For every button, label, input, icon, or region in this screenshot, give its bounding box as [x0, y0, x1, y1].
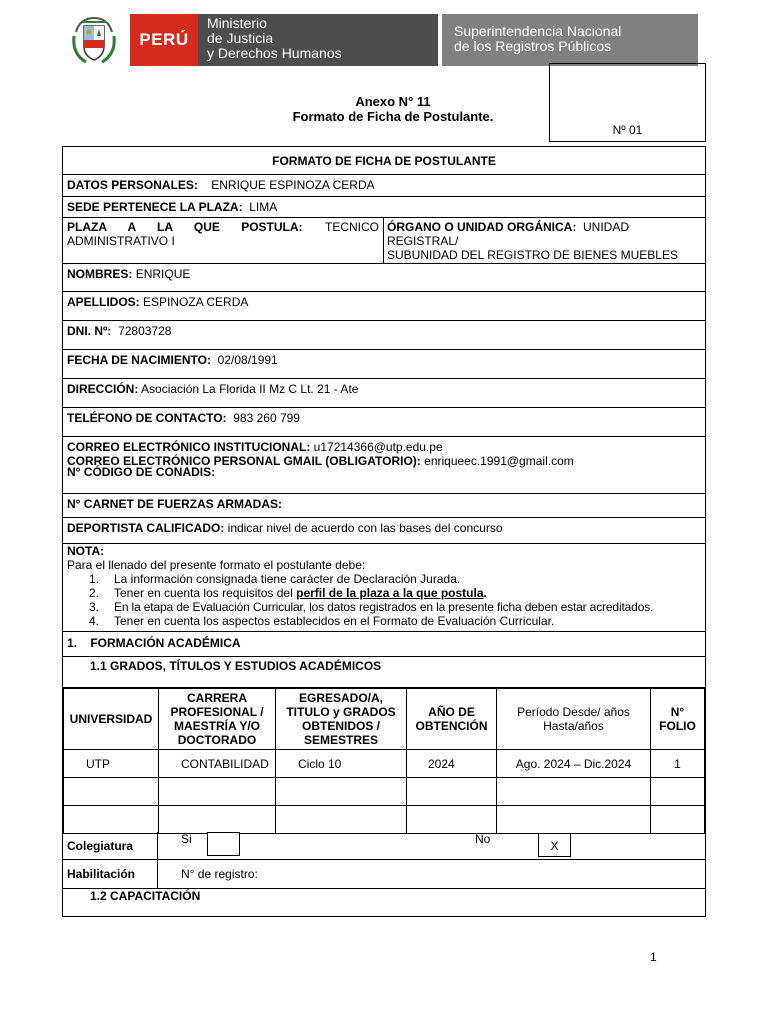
- section-degrees: 1.1 GRADOS, TÍTULOS Y ESTUDIOS ACADÉMICOS: [63, 657, 705, 688]
- organo-cell: [387, 220, 703, 262]
- phone-label: TELÉFONO DE CONTACTO:: [67, 411, 227, 425]
- header-career: CARRERA PROFESIONAL / MAESTRÍA Y/O DOCTORADO: [159, 689, 276, 750]
- habilitacion-label: Habilitación: [67, 867, 136, 881]
- note-item-text: La información consignada tiene carácter de Declaración Jurada.: [114, 572, 461, 586]
- cell-career: [159, 778, 276, 806]
- header-folio: N° FOLIO: [651, 689, 705, 750]
- ffaa-row: [63, 494, 705, 518]
- colegiatura-divider: [157, 832, 158, 859]
- note-item: [67, 572, 701, 586]
- address-label: DIRECCIÓN:: [67, 382, 139, 396]
- no-checkbox[interactable]: [538, 833, 571, 857]
- note-list: [67, 572, 701, 628]
- cell-period: [497, 778, 651, 806]
- colegiatura-label: Colegiatura: [67, 839, 134, 853]
- athlete-row: [63, 518, 705, 544]
- nombres-label: NOMBRES:: [67, 267, 133, 281]
- cell-year: 2024: [407, 750, 497, 778]
- section-academic-training: 1. FORMACIÓN ACADÉMICA: [63, 632, 705, 657]
- colegiatura-row: [63, 832, 705, 860]
- cell-year: [407, 806, 497, 834]
- cell-folio: 1: [651, 750, 705, 778]
- plaza-divider: [383, 218, 384, 263]
- nombres-value: ENRIQUE: [135, 267, 191, 281]
- dni-row: [63, 321, 705, 350]
- address-row: [63, 379, 705, 408]
- plaza-cell: [67, 220, 379, 248]
- cell-degree: Ciclo 10: [276, 750, 407, 778]
- organo-value-1: UNIDAD REGISTRAL/: [387, 220, 630, 248]
- table-row: [64, 778, 705, 806]
- note-item-number: 1.: [89, 572, 100, 586]
- personal-data-label: DATOS PERSONALES:: [67, 178, 198, 192]
- organo-value-2: SUBUNIDAD DEL REGISTRO DE BIENES MUEBLES: [387, 248, 678, 262]
- ministry-line-3: y Derechos Humanos: [207, 45, 342, 61]
- conadis-row: [63, 465, 705, 494]
- plaza-value-2: ADMINISTRATIVO I: [67, 234, 175, 248]
- ministry-line-1: Ministerio: [207, 15, 267, 31]
- email-row: [63, 437, 705, 467]
- applicant-form: [62, 146, 706, 917]
- no-checkbox-mark: X: [550, 839, 559, 853]
- header-degree: EGRESADO/A, TITULO y GRADOS OBTENIDOS / SEMESTRES: [276, 689, 407, 750]
- note-item-number: 4.: [89, 614, 100, 628]
- birthdate-value: 02/08/1991: [217, 353, 278, 367]
- apellidos-value: ESPINOZA CERDA: [143, 295, 249, 309]
- note-intro: Para el llenado del presente formato el postulante debe:: [67, 558, 366, 572]
- header-period-text: Período Desde/ años Hasta/años: [517, 705, 630, 733]
- conadis-label: N° CÓDIGO DE CONADIS:: [67, 465, 216, 479]
- address-value: Asociación La Florida II Mz C Lt. 21 - Ate: [141, 382, 359, 396]
- phone-row: [63, 408, 705, 437]
- note-item-end: .: [483, 586, 487, 600]
- apellidos-label: APELLIDOS:: [67, 295, 140, 309]
- registro-label: N° de registro:: [181, 867, 258, 881]
- personal-data-row: [63, 175, 705, 197]
- nombres-row: [63, 264, 705, 292]
- note-item: [67, 586, 701, 600]
- academic-table: [63, 688, 705, 834]
- table-row: [64, 806, 705, 834]
- cell-folio: [651, 806, 705, 834]
- note-label: NOTA:: [67, 544, 105, 558]
- athlete-label: DEPORTISTA CALIFICADO:: [67, 521, 225, 535]
- annex-title: Anexo N° 11: [355, 94, 431, 109]
- number-box: [549, 63, 706, 142]
- header-year: AÑO DE OBTENCIÓN: [407, 689, 497, 750]
- plaza-label: PLAZA A LA QUE POSTULA:: [67, 220, 303, 234]
- cell-career: [159, 806, 276, 834]
- note-item-text: Tener en cuenta los aspectos establecidos en el Formato de Evaluación Curricular.: [114, 614, 555, 628]
- personal-email-label: CORREO ELECTRÓNICO PERSONAL GMAIL (OBLIGATORIO):: [67, 454, 421, 468]
- peru-label: PERÚ: [139, 30, 189, 49]
- habilitacion-divider: [157, 860, 158, 888]
- sede-value: LIMA: [249, 200, 278, 214]
- cell-university: [64, 806, 159, 834]
- table-row: [64, 750, 705, 778]
- section-training: 1.2 CAPACITACIÓN: [90, 889, 201, 903]
- note-item-number: 3.: [89, 600, 100, 614]
- personal-email-value: enriqueec.1991@gmail.com: [424, 454, 574, 468]
- note-item-emphasis: perfil de la plaza a la que postula: [296, 586, 484, 600]
- peru-coat-of-arms-icon: [66, 12, 122, 68]
- personal-data-value: ENRIQUE ESPINOZA CERDA: [211, 178, 375, 192]
- plaza-value-1: TECNICO: [325, 220, 379, 234]
- sede-label: SEDE PERTENECE LA PLAZA:: [67, 200, 243, 214]
- table-header-row: [64, 689, 705, 750]
- note-item: [67, 614, 701, 628]
- cell-career: CONTABILIDAD: [159, 750, 276, 778]
- peru-brand-block: [130, 14, 198, 66]
- dni-value: 72803728: [118, 324, 172, 338]
- cell-university: UTP: [64, 750, 159, 778]
- birthdate-label: FECHA DE NACIMIENTO:: [67, 353, 211, 367]
- ffaa-label: N° CARNET DE FUERZAS ARMADAS:: [67, 497, 283, 511]
- organo-label: ÓRGANO O UNIDAD ORGÁNICA:: [387, 220, 577, 234]
- note-item-text: En la etapa de Evaluación Curricular, los datos registrados en la presente ficha deben estar acreditados.: [114, 600, 654, 614]
- note-item-text: Tener en cuenta los requisitos del: [114, 586, 297, 600]
- ministry-brand-block: [198, 14, 438, 66]
- phone-value: 983 260 799: [233, 411, 300, 425]
- annex-heading: [258, 94, 528, 124]
- birthdate-row: [63, 350, 705, 379]
- header-period: [497, 689, 651, 750]
- institutional-email-label: CORREO ELECTRÓNICO INSTITUCIONAL:: [67, 440, 311, 454]
- form-title: FORMATO DE FICHA DE POSTULANTE: [63, 147, 705, 175]
- cell-period: Ago. 2024 – Dic.2024: [497, 750, 651, 778]
- sunarp-brand-block: [442, 14, 698, 66]
- header-university: UNIVERSIDAD: [64, 689, 159, 750]
- page-number: 1: [650, 950, 657, 964]
- habilitacion-row: [63, 860, 705, 889]
- note-item: [67, 600, 701, 614]
- si-label: Si: [181, 832, 192, 846]
- cell-degree: [276, 806, 407, 834]
- no-label: No: [475, 832, 491, 846]
- annex-subtitle: Formato de Ficha de Postulante.: [292, 109, 494, 124]
- cell-year: [407, 778, 497, 806]
- dni-label: DNI. Nº:: [67, 324, 112, 338]
- plaza-row: [63, 218, 705, 264]
- cell-university: [64, 778, 159, 806]
- cell-folio: [651, 778, 705, 806]
- note-row: [63, 544, 705, 632]
- note-item-number: 2.: [89, 586, 100, 600]
- apellidos-row: [63, 292, 705, 321]
- sunarp-line-2: de los Registros Públicos: [454, 38, 612, 54]
- athlete-value: indicar nivel de acuerdo con las bases del concurso: [227, 521, 503, 535]
- sede-row: [63, 197, 705, 218]
- si-checkbox[interactable]: [207, 832, 240, 856]
- cell-degree: [276, 778, 407, 806]
- ministry-line-2: de Justicia: [207, 30, 274, 46]
- sunarp-line-1: Superintendencia Nacional: [454, 23, 622, 39]
- cell-period: [497, 806, 651, 834]
- number-label: Nº 01: [612, 123, 643, 137]
- institutional-email-value: u17214366@utp.edu.pe: [313, 440, 443, 454]
